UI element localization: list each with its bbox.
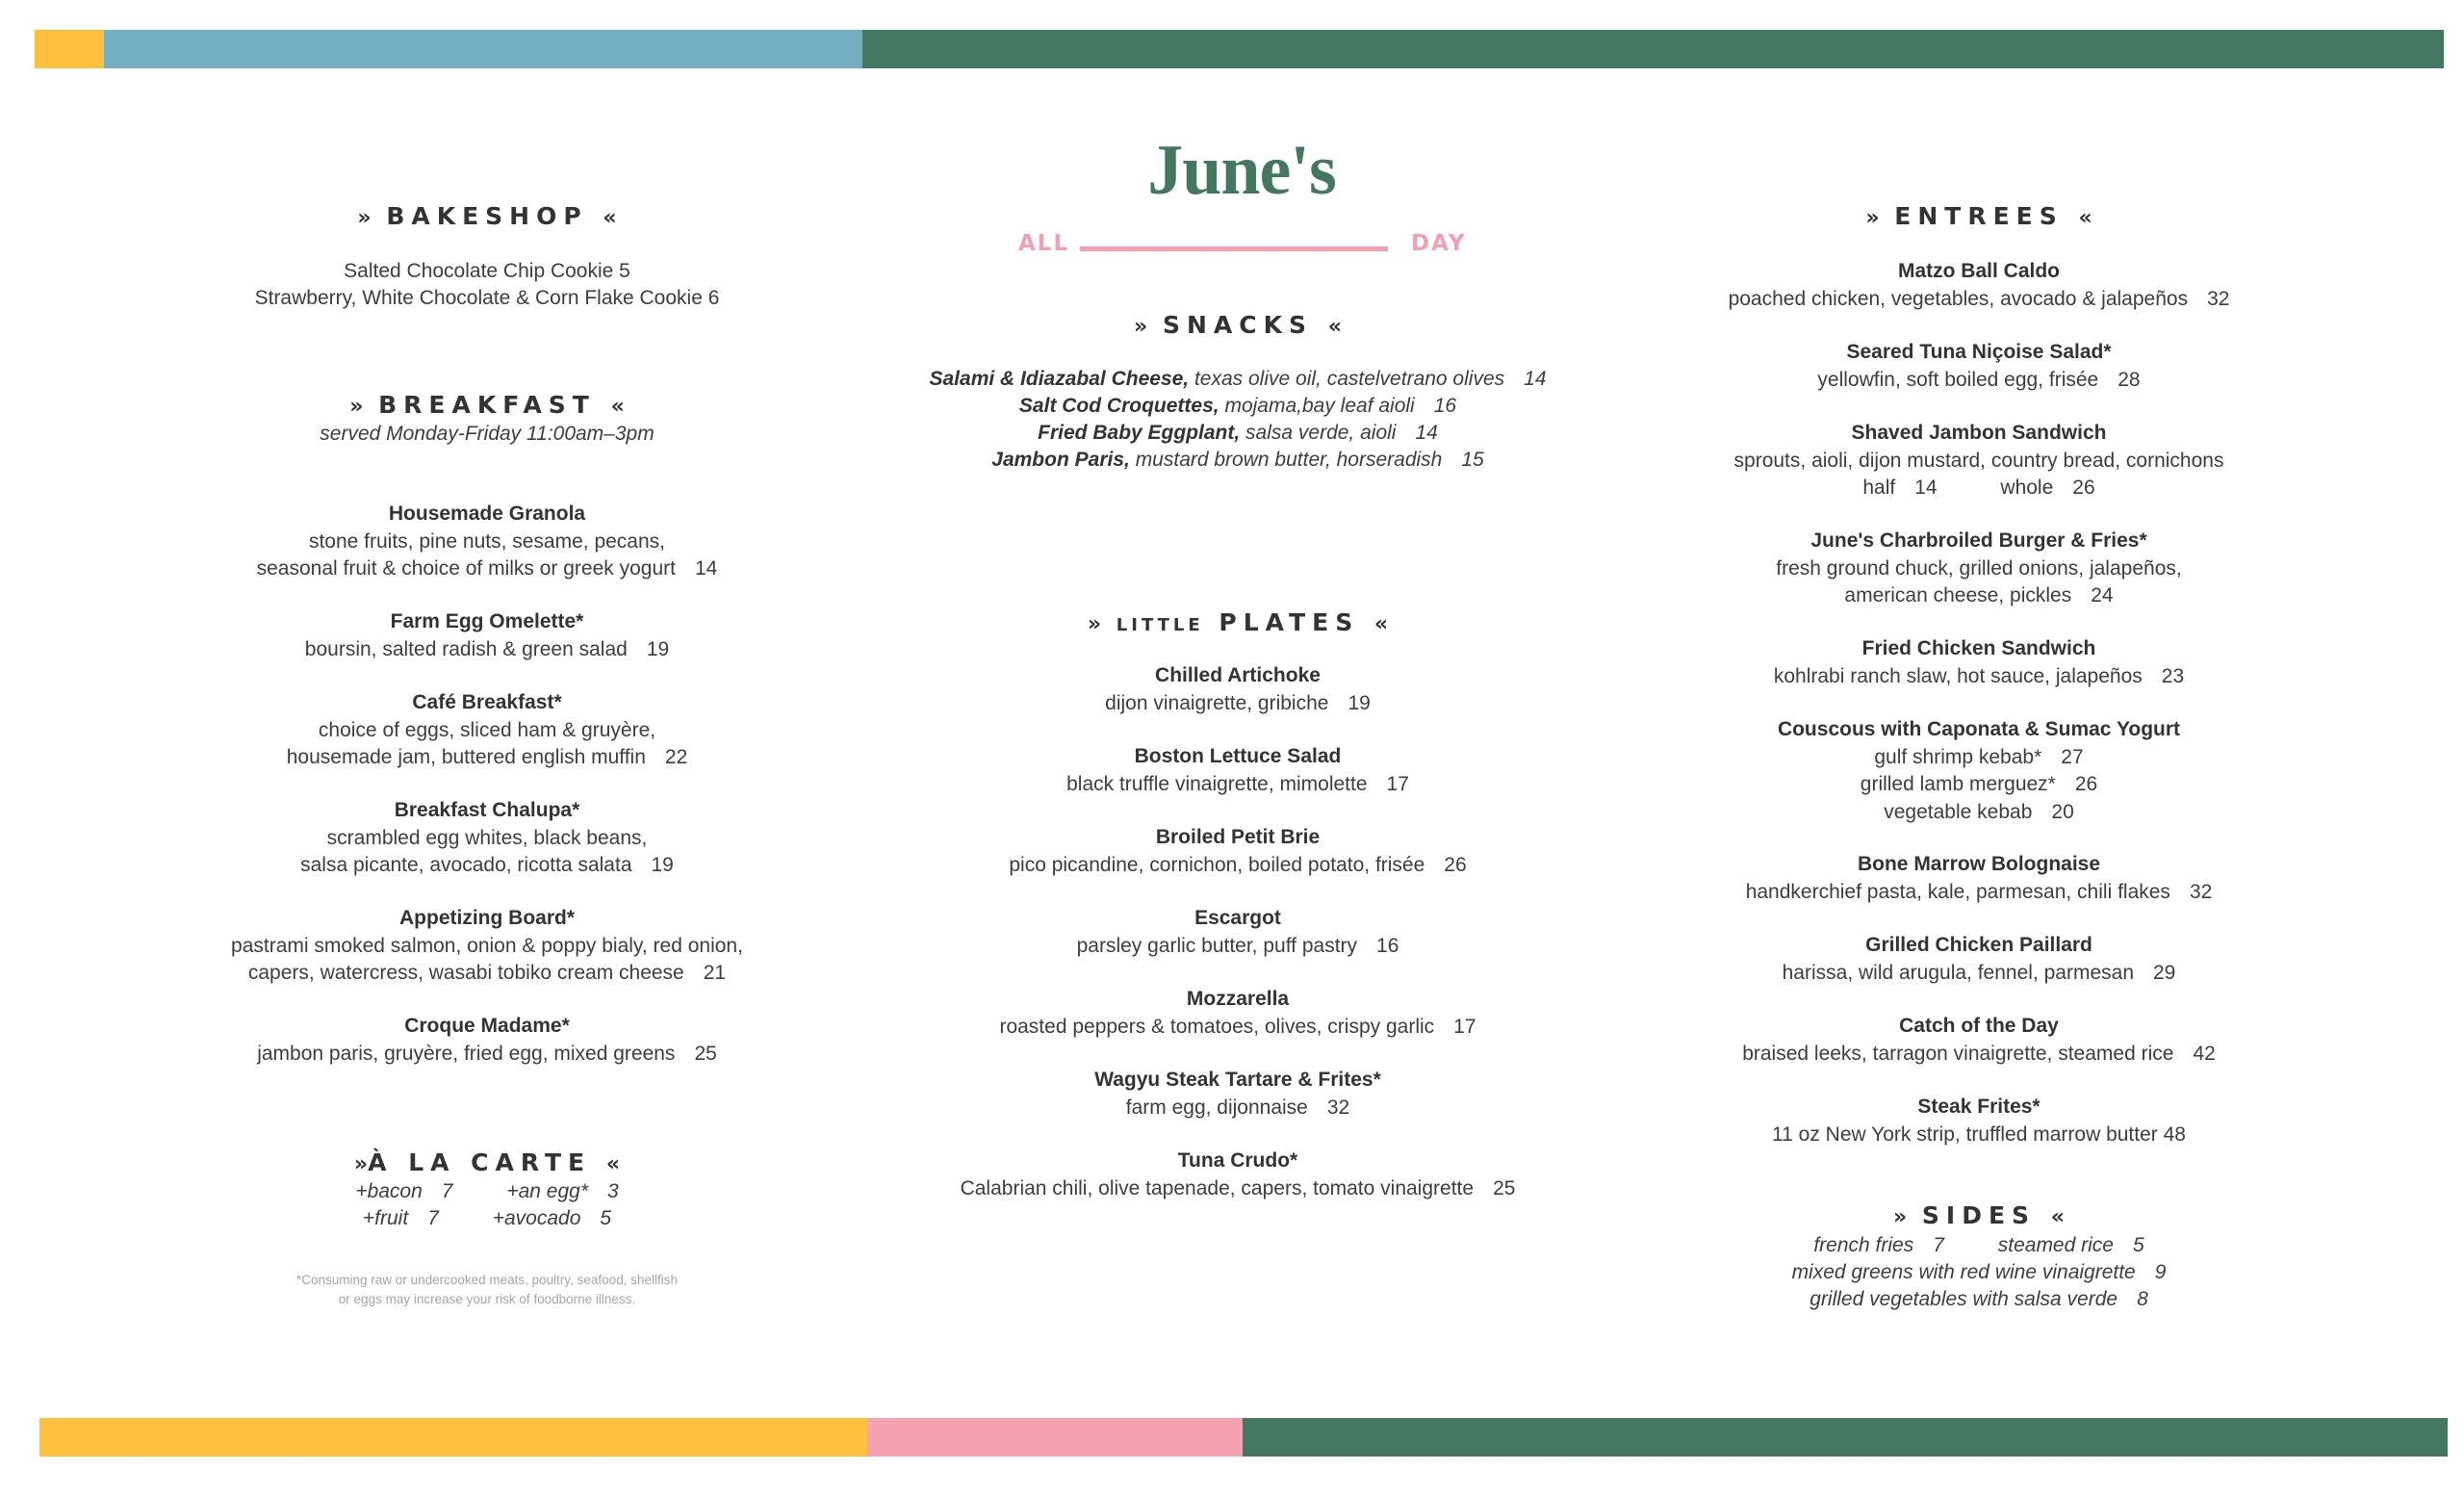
- menu-item: Shaved Jambon Sandwich sprouts, aioli, dijon mustard, country bread, cornichons half 14 whole 26: [1733, 422, 2224, 499]
- snack-item: Salami & Idiazabal Cheese, texas olive oil, castelvetrano olives 14: [929, 368, 1547, 390]
- sides-row: mixed greens with red wine vinaigrette 9: [1791, 1261, 2167, 1283]
- logo: June's: [1147, 131, 1336, 210]
- menu-item: Boston Lettuce Salad black truffle vinaigrette, mimolette 17: [1066, 745, 1409, 795]
- little-plates-heading: » LITTLE PLATES «: [1087, 608, 1389, 636]
- top-bar-yellow: [35, 30, 104, 68]
- menu-item: Matzo Ball Caldo poached chicken, vegetables, avocado & jalapeños 32: [1728, 260, 2230, 310]
- menu-item: Tuna Crudo* Calabrian chili, olive tapenade, capers, tomato vinaigrette 25: [960, 1149, 1516, 1199]
- menu-item: Seared Tuna Niçoise Salad* yellowfin, soft boiled egg, frisée 28: [1817, 341, 2141, 391]
- bottom-bar-yellow: [39, 1418, 867, 1457]
- breakfast-subtitle: served Monday-Friday 11:00am–3pm: [320, 423, 654, 445]
- snack-item: Fried Baby Eggplant, salsa verde, aioli 14: [1038, 422, 1438, 444]
- menu-item: Grilled Chicken Paillard harissa, wild arugula, fennel, parmesan 29: [1782, 934, 2176, 984]
- left-column: [198, 0, 776, 1348]
- all-tag: ALL: [1018, 231, 1070, 256]
- sides-row: french fries 7 steamed rice 5: [1813, 1234, 2144, 1256]
- menu-item: Croque Madame* jambon paris, gruyère, fried egg, mixed greens 25: [257, 1015, 717, 1065]
- menu-item: Couscous with Caponata & Sumac Yogurt gulf shrimp kebab* 27 grilled lamb merguez* 26 vegetable kebab 20: [1777, 718, 2181, 823]
- menu-item: Farm Egg Omelette* boursin, salted radish & green salad 19: [304, 610, 670, 660]
- menu-item: Appetizing Board* pastrami smoked salmon, onion & poppy bialy, red onion, capers, watercress, wasabi tobiko cream cheese 21: [231, 907, 743, 984]
- bakeshop-heading: » BAKESHOP «: [357, 202, 617, 230]
- bottom-bar-green: [1243, 1418, 2448, 1457]
- middle-column: [901, 0, 1575, 1348]
- breakfast-heading: » BREAKFAST «: [349, 391, 625, 419]
- alacarte-row: +fruit 7 +avocado 5: [362, 1207, 612, 1229]
- disclaimer: *Consuming raw or undercooked meats, poultry, seafood, shellfish or eggs may increase your risk of foodborne illness.: [296, 1273, 678, 1306]
- bakeshop-item: Strawberry, White Chocolate & Corn Flake Cookie 6: [254, 287, 720, 309]
- sides-heading: » SIDES «: [1892, 1201, 2066, 1229]
- sides-row: grilled vegetables with salsa verde 8: [1810, 1288, 2148, 1310]
- snack-item: Salt Cod Croquettes, mojama,bay leaf aioli 16: [1018, 395, 1457, 417]
- menu-item: Escargot parsley garlic butter, puff pastry 16: [1076, 907, 1399, 957]
- menu-item: Wagyu Steak Tartare & Frites* farm egg, dijonnaise 32: [1094, 1069, 1381, 1119]
- alacarte-heading: »À LA CARTE «: [353, 1148, 621, 1176]
- entrees-heading: » ENTREES «: [1865, 202, 2092, 230]
- alacarte-row: +bacon 7 +an egg* 3: [355, 1180, 619, 1202]
- snack-item: Jambon Paris, mustard brown butter, horseradish 15: [991, 449, 1484, 471]
- menu-item: Housemade Granola stone fruits, pine nuts, sesame, pecans, seasonal fruit & choice of milks or greek yogurt 14: [256, 503, 718, 580]
- menu-item: Catch of the Day braised leeks, tarragon vinaigrette, steamed rice 42: [1742, 1015, 2216, 1065]
- day-tag: DAY: [1411, 231, 1467, 256]
- menu-item: June's Charbroiled Burger & Fries* fresh ground chuck, grilled onions, jalapeños, american cheese, pickles 24: [1776, 529, 2182, 606]
- bakeshop-item: Salted Chocolate Chip Cookie 5: [344, 260, 630, 282]
- menu-item: Bone Marrow Bolognaise handkerchief pasta, kale, parmesan, chili flakes 32: [1745, 853, 2213, 903]
- menu-item: Mozzarella roasted peppers & tomatoes, olives, crispy garlic 17: [999, 988, 1476, 1038]
- menu-item: Chilled Artichoke dijon vinaigrette, gribiche 19: [1105, 664, 1371, 714]
- menu-item: Café Breakfast* choice of eggs, sliced ham & gruyère, housemade jam, buttered english muffin 22: [286, 691, 688, 768]
- bottom-bar-pink: [867, 1418, 1243, 1457]
- snacks-heading: » SNACKS «: [1134, 311, 1342, 339]
- menu-item: Breakfast Chalupa* scrambled egg whites, black beans, salsa picante, avocado, ricotta salata 19: [300, 799, 674, 876]
- menu-item: Steak Frites* 11 oz New York strip, truffled marrow butter 48: [1772, 1096, 2186, 1146]
- right-column: [1690, 0, 2268, 1348]
- menu-item: Fried Chicken Sandwich kohlrabi ranch slaw, hot sauce, jalapeños 23: [1773, 637, 2185, 687]
- menu-item: Broiled Petit Brie pico picandine, cornichon, boiled potato, frisée 26: [1009, 826, 1467, 876]
